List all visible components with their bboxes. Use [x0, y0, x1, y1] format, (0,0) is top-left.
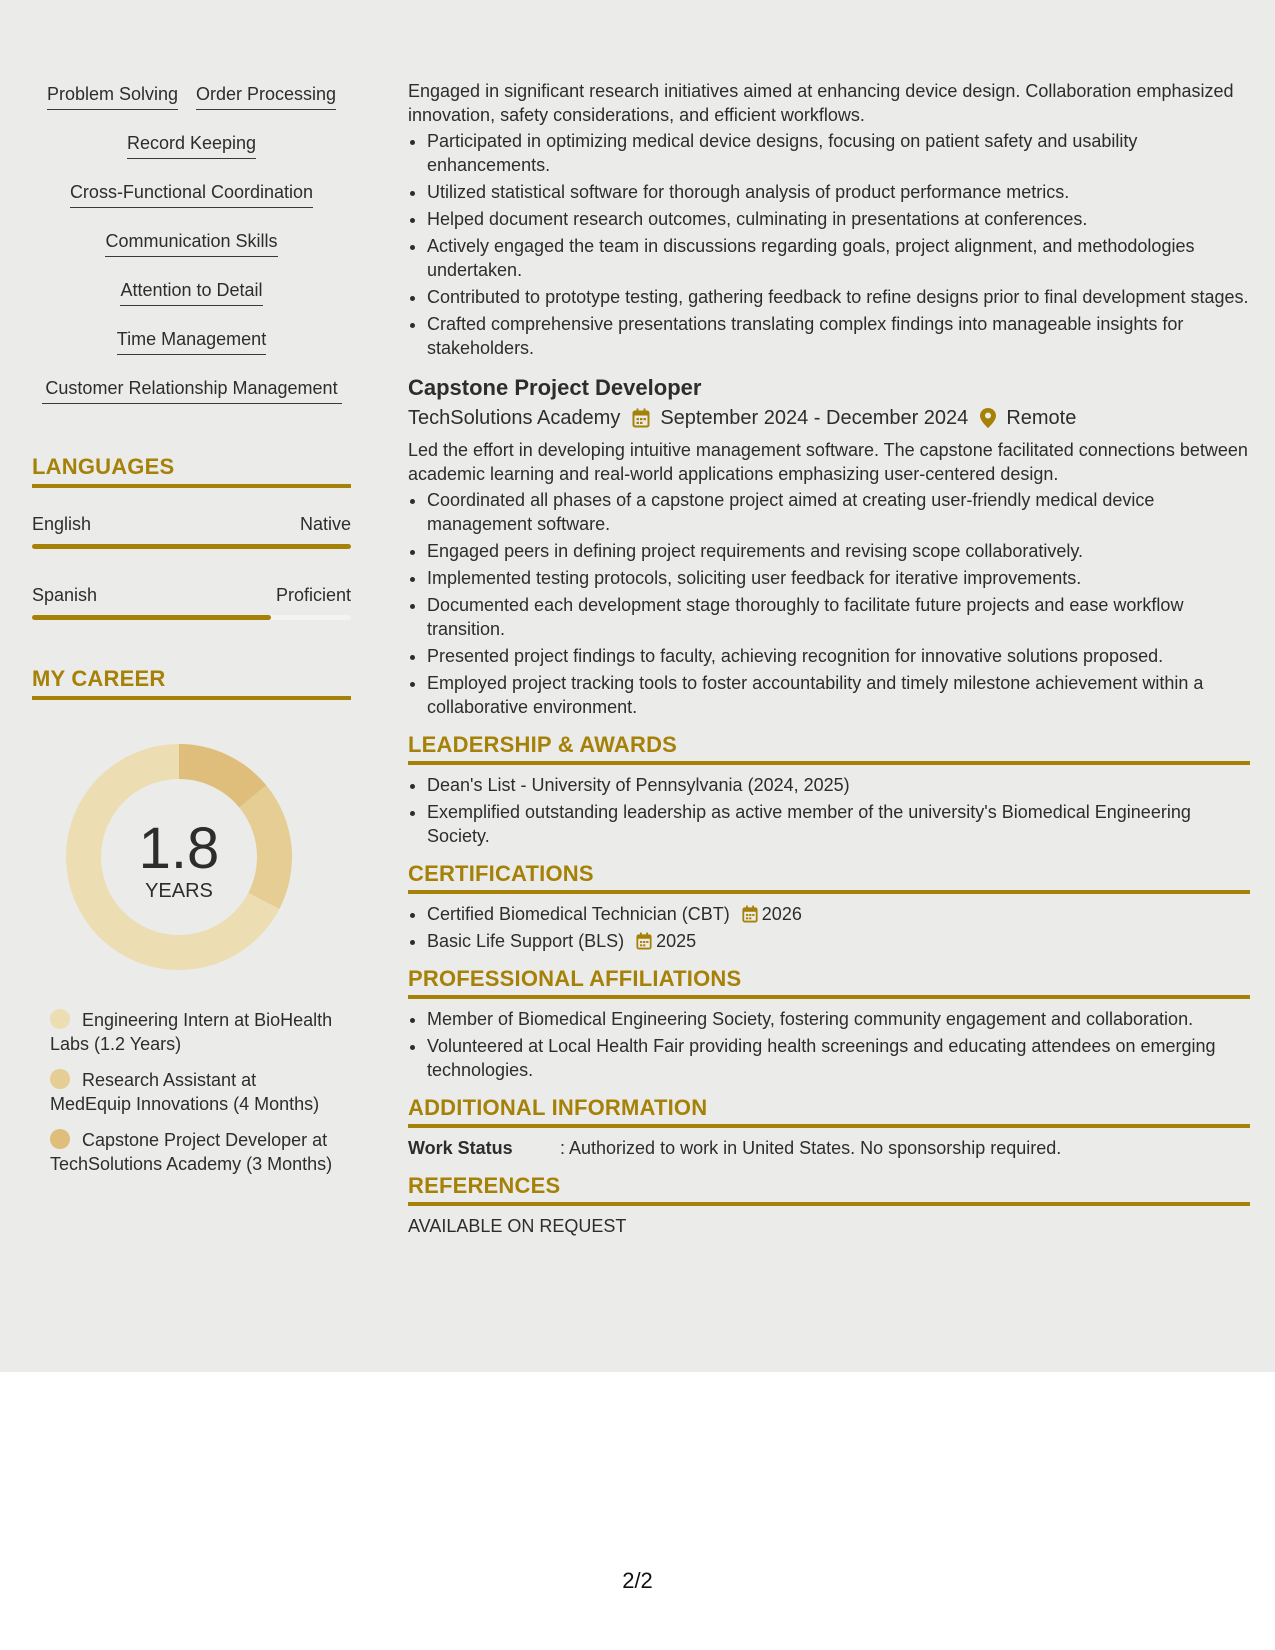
job-bullets	[408, 488, 1250, 719]
bullet-item: • Employed project tracking tools to foster accountability and timely milestone achievement within a collaborative environment.	[427, 671, 1250, 719]
skill-tag: Time Management	[117, 327, 266, 355]
language-name: Spanish	[32, 585, 98, 605]
skill-tag: Communication Skills	[105, 229, 277, 257]
legend-label: Research Assistant at MedEquip Innovations (4 Months)	[50, 1070, 320, 1114]
bullet-item: • Actively engaged the team in discussions regarding goals, project alignment, and methodologies undertaken.	[427, 234, 1250, 282]
info-value: : Authorized to work in United States. No sponsorship required.	[560, 1138, 1062, 1158]
calendar-icon	[636, 932, 652, 950]
bullet-item: • Member of Biomedical Engineering Society, fostering community engagement and collaboration.	[427, 1007, 1250, 1031]
info-key: Work Status	[408, 1138, 513, 1158]
career-total: 1.8	[138, 816, 220, 881]
additional-info-section	[408, 1096, 1250, 1160]
language-proficiency-bar	[32, 615, 351, 620]
legend-dot	[50, 1069, 70, 1089]
bullet-item: • Implemented testing protocols, soliciting user feedback for iterative improvements.	[427, 566, 1250, 590]
language-level: Native	[299, 514, 351, 534]
career-legend	[50, 1008, 340, 1176]
bullet-item: • Helped document research outcomes, culminating in presentations at conferences.	[427, 207, 1250, 231]
section-title: ADDITIONAL INFORMATION	[408, 1096, 1250, 1128]
job-bullets	[408, 129, 1250, 360]
bullet-item: • Contributed to prototype testing, gathering feedback to refine designs prior to final development stages.	[427, 285, 1250, 309]
certification-item	[427, 902, 1250, 926]
career-unit: YEARS	[145, 880, 213, 902]
job-title: Capstone Project Developer	[408, 375, 702, 400]
legend-dot	[50, 1009, 70, 1029]
leadership-section	[408, 733, 1250, 848]
legend-label: Capstone Project Developer at TechSolutions Academy (3 Months)	[50, 1130, 333, 1174]
legend-item	[50, 1128, 340, 1176]
bullet-item: • Coordinated all phases of a capstone project aimed at creating user-friendly medical device management software.	[427, 488, 1250, 536]
location-pin-icon	[980, 408, 996, 428]
skill-tag: Attention to Detail	[120, 278, 262, 306]
page-number: 2/2	[622, 1568, 653, 1593]
left-column	[32, 82, 351, 1188]
bullet-item: • Volunteered at Local Health Fair providing health screenings and educating attendees on emerging technologies.	[427, 1034, 1250, 1082]
bullet-item: • Engaged peers in defining project requirements and revising scope collaboratively.	[427, 539, 1250, 563]
bullet-item: • Documented each development stage thoroughly to facilitate future projects and ease workflow transition.	[427, 593, 1250, 641]
section-title: LANGUAGES	[32, 454, 351, 488]
skill-tag: Customer Relationship Management	[42, 376, 342, 404]
certification-year: 2026	[761, 904, 802, 924]
job-dates: September 2024 - December 2024	[660, 407, 969, 429]
job-meta	[408, 406, 1250, 430]
proficiency-fill	[32, 615, 271, 620]
bullet-item: • Crafted comprehensive presentations translating complex findings into manageable insights for stakeholders.	[427, 312, 1250, 360]
company-name: TechSolutions Academy	[408, 407, 621, 429]
references-text: AVAILABLE ON REQUEST	[408, 1216, 627, 1236]
skill-tag: Problem Solving	[47, 82, 178, 110]
certification-year: 2025	[656, 931, 697, 951]
job-summary: Engaged in significant research initiatives aimed at enhancing device design. Collaboration emphasized innovation, safety considerations, and efficient workflows.	[408, 81, 1234, 125]
skill-tag: Cross-Functional Coordination	[70, 180, 313, 208]
language-name: English	[32, 514, 92, 534]
language-proficiency-bar	[32, 544, 351, 549]
bullet-item: • Utilized statistical software for thorough analysis of product performance metrics.	[427, 180, 1250, 204]
bullet-item: • Presented project findings to faculty, achieving recognition for innovative solutions proposed.	[427, 644, 1250, 668]
calendar-icon	[632, 408, 650, 428]
skill-tag: Order Processing	[196, 82, 336, 110]
career-donut-chart	[66, 744, 292, 970]
legend-item	[50, 1008, 340, 1056]
legend-dot	[50, 1129, 70, 1149]
certifications-section	[408, 862, 1250, 953]
job-summary: Led the effort in developing intuitive management software. The capstone facilitated connections between academic learning and real-world applications emphasizing user-centered design.	[408, 440, 1248, 484]
section-title: CERTIFICATIONS	[408, 862, 1250, 894]
certification-name: Certified Biomedical Technician (CBT)	[427, 904, 730, 924]
language-level: Proficient	[275, 585, 351, 605]
section-title: PROFESSIONAL AFFILIATIONS	[408, 967, 1250, 999]
section-title: REFERENCES	[408, 1174, 1250, 1206]
certification-item	[427, 929, 1250, 953]
legend-item	[50, 1068, 340, 1116]
section-title: MY CAREER	[32, 666, 351, 700]
proficiency-fill	[32, 544, 351, 549]
calendar-icon	[742, 905, 758, 923]
affiliations-section	[408, 967, 1250, 1082]
certification-name: Basic Life Support (BLS)	[427, 931, 625, 951]
bullet-item: • Exemplified outstanding leadership as active member of the university's Biomedical Engineering Society.	[427, 800, 1250, 848]
skills-list	[32, 82, 351, 404]
references-section	[408, 1174, 1250, 1238]
languages-section	[32, 454, 351, 620]
skill-tag: Record Keeping	[127, 131, 256, 159]
bullet-item: • Participated in optimizing medical device designs, focusing on patient safety and usability enhancements.	[427, 129, 1250, 177]
bullet-item: • Dean's List - University of Pennsylvania (2024, 2025)	[427, 773, 1250, 797]
right-column	[408, 79, 1250, 1238]
section-title: LEADERSHIP & AWARDS	[408, 733, 1250, 765]
job-location: Remote	[1006, 407, 1077, 429]
career-section	[32, 666, 351, 1176]
legend-label: Engineering Intern at BioHealth Labs (1.2 Years)	[50, 1010, 333, 1054]
